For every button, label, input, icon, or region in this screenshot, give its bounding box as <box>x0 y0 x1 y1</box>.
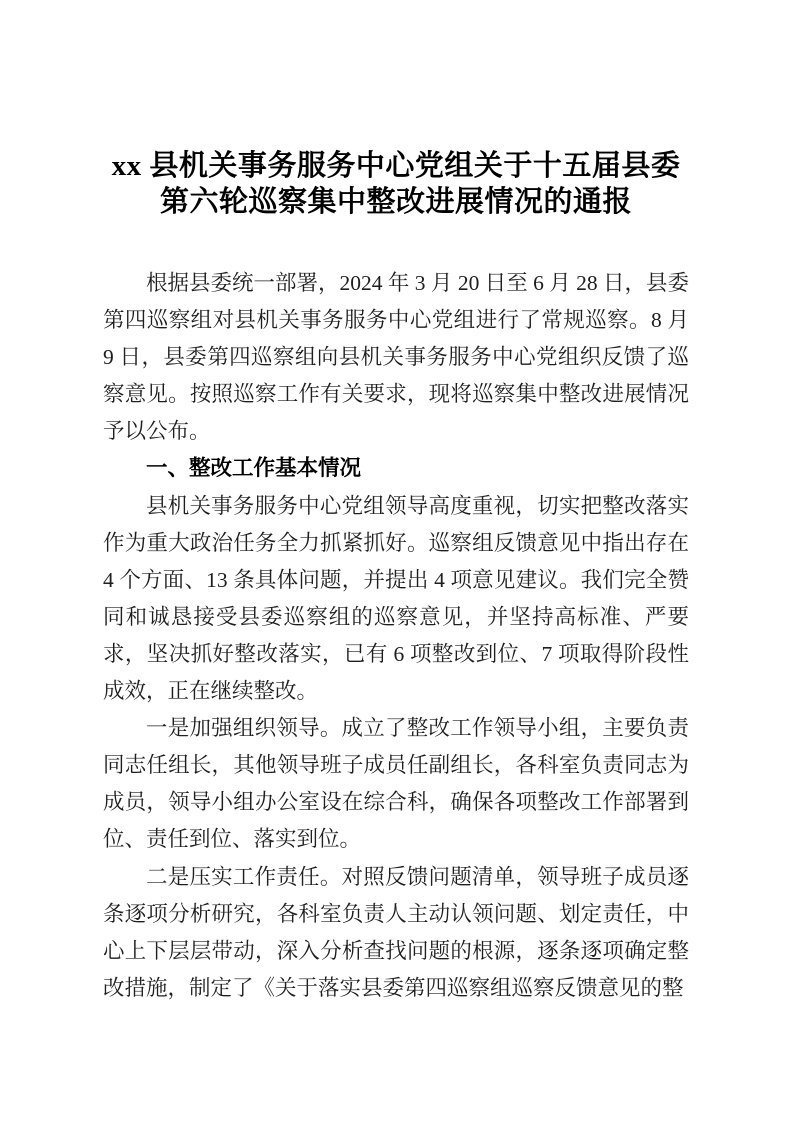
paragraph-intro: 根据县委统一部署，2024 年 3 月 20 日至 6 月 28 日，县委第四巡察组对县机关事务服务中心党组进行了常规巡察。8 月 9 日，县委第四巡察组向县机关事务服务中心党组织反馈了巡察意见。按照巡察工作有关要求，现将巡察集中整改进展情况予以公布。 <box>103 271 689 444</box>
document-body <box>103 265 689 1007</box>
paragraph-point-1: 一是加强组织领导。成立了整改工作领导小组，主要负责同志任组长，其他领导班子成员任副组长，各科室负责同志为成员，领导小组办公室设在综合科，确保各项整改工作部署到位、责任到位、落实到位。 <box>103 716 689 852</box>
document-title: xx 县机关事务服务中心党组关于十五届县委第六轮巡察集中整改进展情况的通报 <box>111 150 681 218</box>
section-heading-1: 一、整改工作基本情况 <box>146 456 362 481</box>
paragraph-overview: 县机关事务服务中心党组领导高度重视，切实把整改落实作为重大政治任务全力抓紧抓好。巡察组反馈意见中指出存在 4 个方面、13 条具体问题，并提出 4 项意见建议。我们完全赞同和诚恳接受县委巡察组的巡察意见，并坚持高标准、严要求，坚决抓好整改落实，已有 6 项整改到位、7 项取得阶段性成效，正在继续整改。 <box>103 493 689 704</box>
paragraph-point-2: 二是压实工作责任。对照反馈问题清单，领导班子成员逐条逐项分析研究，各科室负责人主动认领问题、划定责任，中心上下层层带动，深入分析查找问题的根源，逐条逐项确定整改措施，制定了《关于落实县委第四巡察组巡察反馈意见的整 <box>103 864 689 1000</box>
